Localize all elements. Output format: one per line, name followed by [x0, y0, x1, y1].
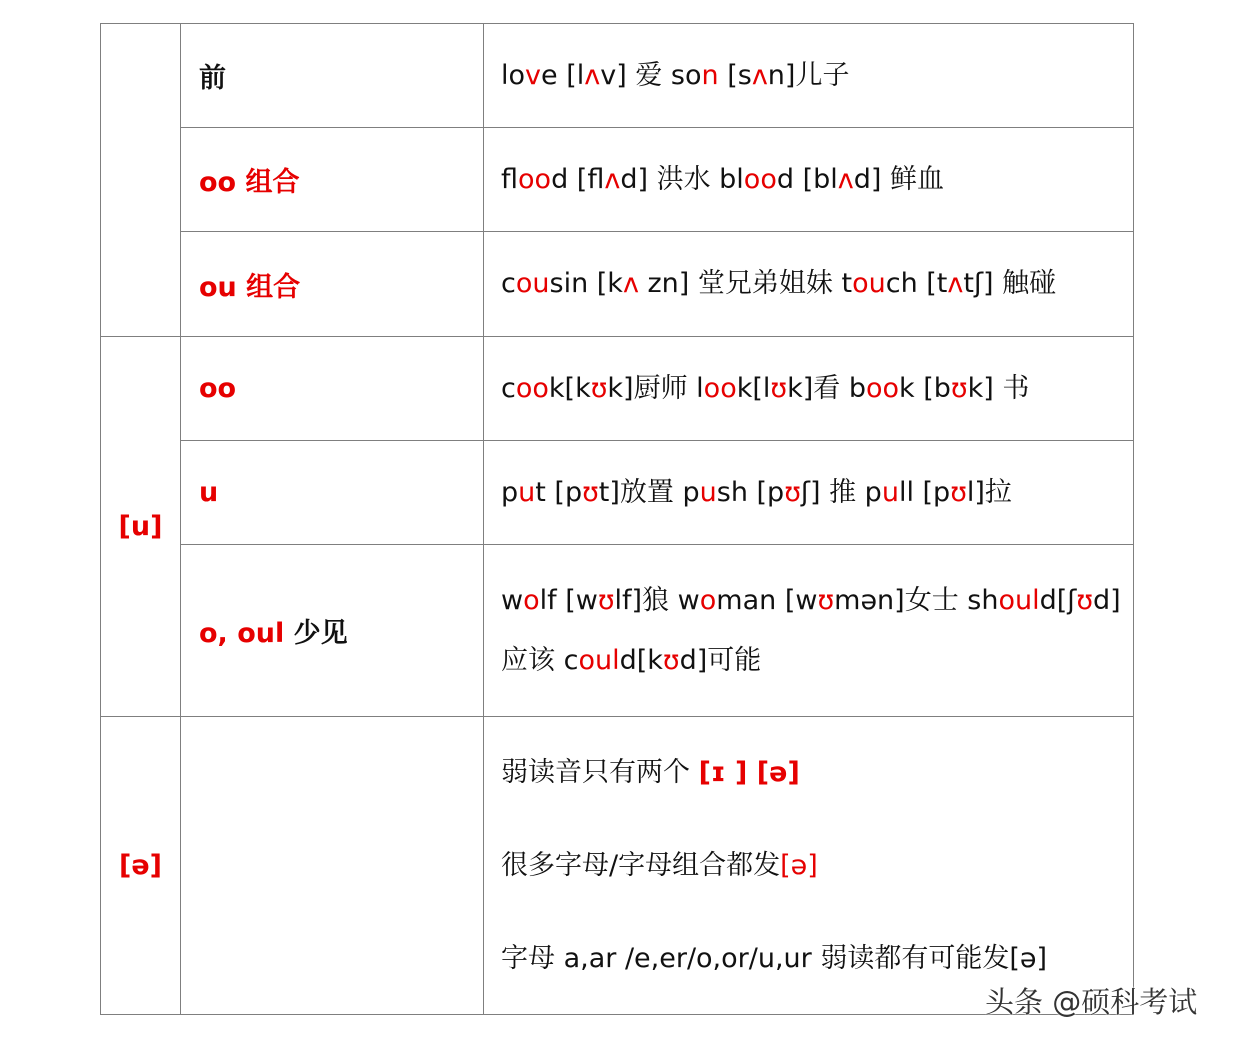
highlight-letters: u — [881, 476, 899, 508]
example-cell — [484, 545, 1134, 717]
highlight-letters: oo — [703, 372, 737, 404]
highlight-letters: ʊ — [770, 372, 788, 404]
highlight-letters: ʊ — [950, 372, 968, 404]
example-text: t]放置 p — [598, 476, 700, 508]
spelling-note: 少见 — [284, 618, 348, 649]
example-text: k]厨师 l — [607, 372, 704, 404]
example-text: e [l — [541, 59, 585, 91]
highlight-letters: ʌ — [837, 163, 854, 195]
highlight-letters: ʊ — [1076, 585, 1094, 617]
example-line — [501, 373, 1133, 404]
example-text: zn] 堂兄弟姐妹 t — [638, 268, 853, 300]
example-cell — [484, 24, 1134, 128]
example-text: lf]狼 w — [614, 585, 700, 617]
example-cell — [484, 441, 1134, 545]
example-line — [501, 850, 1133, 881]
highlight-letters: ou — [515, 268, 550, 300]
highlight-letters: oo — [515, 372, 549, 404]
highlight-letters: ʊ — [590, 372, 608, 404]
example-text: d] 洪水 bl — [620, 163, 744, 195]
watermark: 头条 @硕科考试 — [985, 985, 1198, 1019]
example-cell — [484, 717, 1134, 1015]
example-text: fl — [501, 163, 519, 195]
highlight-letters: ʊ — [582, 476, 599, 508]
example-text: d]可能 — [679, 644, 762, 676]
highlight-letters: oo — [743, 163, 777, 195]
highlight-letters: ʌ — [751, 59, 768, 91]
example-text: k [b — [899, 372, 951, 404]
example-text: k]看 b — [787, 372, 866, 404]
spelling-red: o, oul — [199, 618, 285, 649]
table-row — [101, 232, 1134, 337]
example-cell — [484, 128, 1134, 232]
table-row — [101, 128, 1134, 232]
weak-vowel-text: 弱读音只有两个 — [501, 756, 699, 788]
highlight-letters: ʊ — [784, 476, 801, 508]
phonics-table — [100, 23, 1134, 1015]
example-text: l]拉 — [966, 476, 1012, 508]
highlight-letters: ʌ — [622, 268, 639, 300]
example-text: tʃ] 触碰 — [963, 268, 1057, 300]
example-text: k[k — [548, 372, 591, 404]
example-text: ʃ] 推 p — [800, 476, 882, 508]
highlight-letters: ʌ — [947, 268, 964, 300]
example-text: n]儿子 — [767, 59, 850, 91]
example-line — [501, 757, 1133, 788]
letter-combo-text: 很多字母/字母组合都发 — [501, 849, 781, 881]
spelling-cell: oo — [181, 337, 484, 441]
example-text: k] 书 — [967, 372, 1030, 404]
highlight-letters: oo — [518, 163, 552, 195]
example-text: v] 爱 so — [600, 59, 702, 91]
example-cell — [484, 337, 1134, 441]
example-text: [s — [718, 59, 752, 91]
spelling-cell: 前 — [181, 24, 484, 128]
example-text: p — [501, 476, 519, 508]
highlight-letters: ʌ — [584, 59, 601, 91]
example-text: man [w — [716, 585, 818, 617]
sound-cell-empty — [101, 24, 181, 337]
highlight-letters: oul — [578, 644, 620, 676]
example-text: d] — [1093, 585, 1121, 617]
example-text: 应该 c — [501, 644, 579, 676]
highlight-letters: oul — [998, 585, 1040, 617]
sound-cell: [u] — [101, 337, 181, 717]
example-text: t [p — [535, 476, 583, 508]
example-line — [501, 585, 1133, 616]
example-cell — [484, 232, 1134, 337]
highlight-letters: u — [699, 476, 717, 508]
example-text: c — [501, 268, 516, 300]
example-text: ll [p — [898, 476, 951, 508]
example-text: sh [p — [716, 476, 785, 508]
example-text: d[ʃ — [1039, 585, 1077, 617]
example-line — [501, 645, 1133, 676]
example-line — [501, 268, 1133, 299]
table-row — [101, 337, 1134, 441]
example-text: c — [501, 372, 516, 404]
example-text: lf [w — [539, 585, 598, 617]
table-row — [101, 24, 1134, 128]
example-text: lo — [501, 59, 526, 91]
highlight-letters: ʊ — [950, 476, 967, 508]
spelling-cell-empty — [181, 717, 484, 1015]
example-text: mən]女士 sh — [834, 585, 999, 617]
spelling-cell: u — [181, 441, 484, 545]
highlight-letters: o — [523, 585, 540, 617]
schwa-symbol: [ə] — [780, 849, 818, 881]
example-line: 字母 a,ar /e,er/o,or/u,ur 弱读都有可能发[ə] — [501, 943, 1048, 975]
example-line — [501, 60, 1133, 91]
sound-cell: [ə] — [101, 717, 181, 1015]
highlight-letters: ʊ — [662, 644, 680, 676]
spelling-cell: oo 组合 — [181, 128, 484, 232]
example-text: d[k — [619, 644, 663, 676]
example-text: ch [t — [885, 268, 948, 300]
highlight-letters: oo — [865, 372, 900, 404]
table-row — [101, 441, 1134, 545]
highlight-letters: n — [701, 59, 719, 91]
example-line — [501, 477, 1133, 508]
weak-vowel-symbols: [ɪ ] [ə] — [698, 756, 800, 788]
spelling-cell — [181, 545, 484, 717]
highlight-letters: ʌ — [604, 163, 621, 195]
highlight-letters: u — [518, 476, 536, 508]
example-text: w — [501, 585, 524, 617]
example-text: d [fl — [551, 163, 605, 195]
example-text: d] 鲜血 — [853, 163, 944, 195]
example-text: d [bl — [776, 163, 838, 195]
table-row — [101, 717, 1134, 1015]
example-line — [501, 164, 1133, 195]
example-text: k[l — [736, 372, 771, 404]
table-row — [101, 545, 1134, 717]
spelling-cell: ou 组合 — [181, 232, 484, 337]
highlight-letters: ʊ — [597, 585, 615, 617]
example-text: sin [k — [549, 268, 623, 300]
highlight-letters: ou — [852, 268, 886, 300]
highlight-letters: o — [699, 585, 717, 617]
highlight-letters: ʊ — [817, 585, 835, 617]
highlight-letters: v — [525, 59, 542, 91]
